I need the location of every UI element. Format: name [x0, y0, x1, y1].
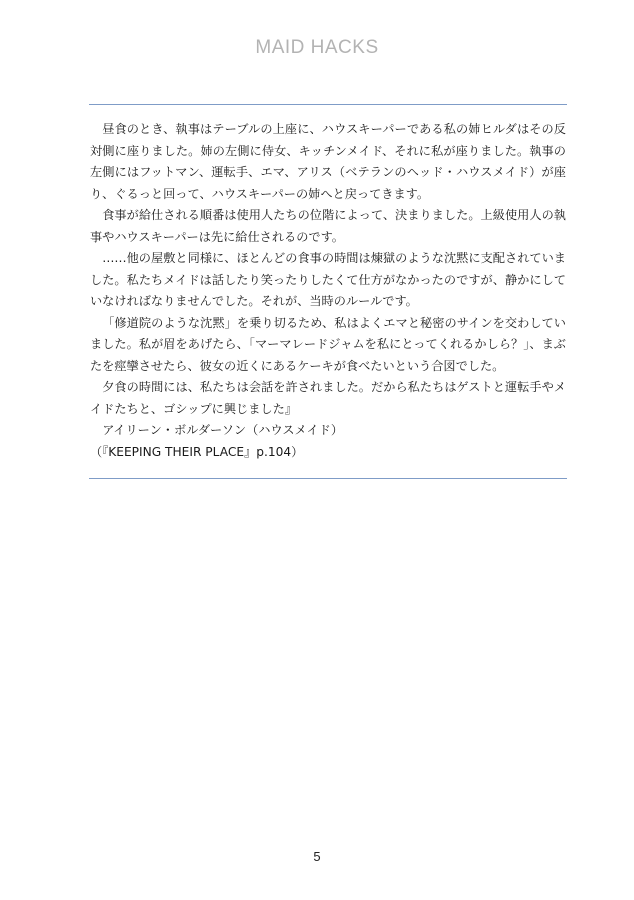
quote-block: [90, 119, 566, 463]
paragraph: 昼食のとき、執事はテーブルの上座に、ハウスキーパーである私の姉ヒルダはその反対側に座りました。姉の左側に侍女、キッチンメイド、それに私が座りました。執事の左側にはフットマン、運転手、エマ、アリス（ベテランのヘッド・ハウスメイド）が座り、ぐるっと回って、ハウスキーパーの姉へと戻ってきます。: [90, 122, 566, 201]
page-number: 5: [313, 849, 321, 864]
running-header: MAID HACKS: [255, 37, 379, 58]
paragraph: 夕食の時間には、私たちは会話を許されました。だから私たちはゲストと運転手やメイドたちと、ゴシップに興じました』: [90, 380, 566, 416]
paragraph: 「修道院のような沈黙」を乗り切るため、私はよくエマと秘密のサインを交わしていました。私が眉をあげたら、「マーマレードジャムを私にとってくれるかしら？」、まぶたを痙攣させたら、彼女の近くにあるケーキが食べたいという合図でした。: [90, 315, 566, 373]
paragraph: 食事が給仕される順番は使用人たちの位階によって、決まりました。上級使用人の執事やハウスキーパーは先に給仕されるのです。: [90, 208, 566, 244]
source-citation: （『KEEPING THEIR PLACE』p.104）: [90, 444, 304, 459]
bottom-divider: [89, 478, 567, 479]
top-divider: [89, 104, 567, 105]
attribution: アイリーン・ボルダーソン（ハウスメイド）: [102, 423, 344, 437]
paragraph: ……他の屋敷と同様に、ほとんどの食事の時間は煉獄のような沈黙に支配されていました。私たちメイドは話したり笑ったりしたくて仕方がなかったのですが、静かにしていなければなりませんでした。それが、当時のルールです。: [90, 251, 566, 308]
